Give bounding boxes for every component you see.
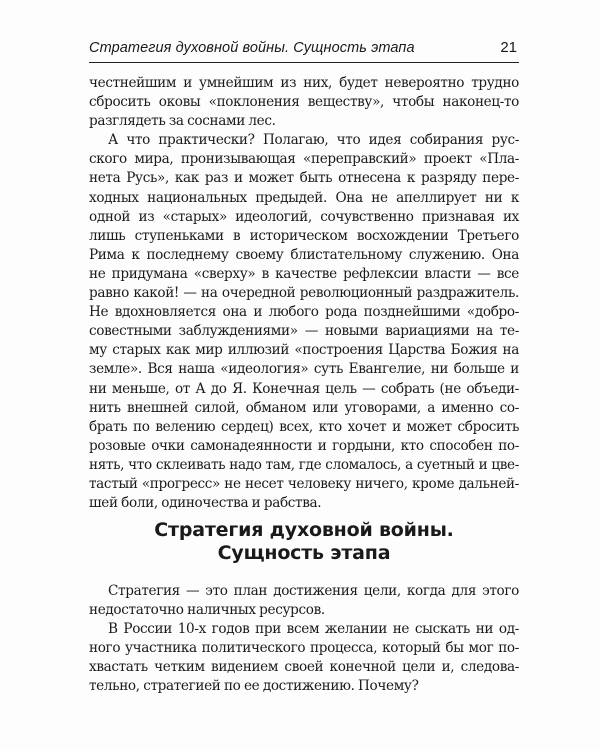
text-line: брать по велению сердец) всех, кто хочет и может сбросить xyxy=(89,418,519,435)
text-line: Не вдохновляется она и любого рода позднейшими «добро- xyxy=(89,304,519,321)
text-line: не придумана «сверху» в качестве рефлексии власти — все xyxy=(89,265,519,282)
text-line: ни меньше, от А до Я. Конечная цель — собрать (не объеди- xyxy=(89,380,519,397)
text-line: Рима к последнему своему блистательному служению. Она xyxy=(89,246,519,263)
text-line: равно какой! — на очередной революционный раздражитель. xyxy=(89,285,519,302)
running-header xyxy=(89,36,519,63)
body-text-bottom xyxy=(89,582,519,697)
text-line: шей боли, одиночества и рабства. xyxy=(89,495,322,512)
text-line: му старых как мир иллюзий «построения Царства Божия на xyxy=(89,342,519,359)
section-heading-line: Стратегия духовной войны. xyxy=(154,519,454,541)
text-line: хвастать четким видением своей конечной цели и, следова- xyxy=(89,659,519,676)
text-line: одной из «старых» идеологий, сочувственно признавая их xyxy=(89,208,519,225)
text-line: В России 10-х годов при всем желании не сыскать ни од- xyxy=(108,621,519,638)
text-line: нить внешней силой, обманом или уговорами, а именно со- xyxy=(89,399,519,416)
text-line: земле». Вся наша «идеология» суть Евангелие, ни больше и xyxy=(89,361,519,378)
text-line: лишь ступеньками в историческом восхождении Третьего xyxy=(89,227,519,244)
section-heading xyxy=(89,519,519,565)
text-line: тастый «прогресс» не несет человеку ничего, кроме дальней- xyxy=(89,475,519,492)
body-text-top xyxy=(89,74,519,513)
text-line: честнейшим и умнейшим из них, будет невероятно трудно xyxy=(89,75,519,91)
running-title: Стратегия духовной войны. Сущность этапа xyxy=(89,40,415,56)
text-line: разглядеть за соснами лес. xyxy=(89,113,276,130)
text-line: ходных национальных предыдей. Она не апеллирует ни к xyxy=(89,189,519,206)
text-line: нета Русь», как раз и может быть отнесена к разряду пере- xyxy=(89,170,519,187)
text-line: ного участника политического процесса, который бы мог по- xyxy=(89,640,519,657)
text-line: недостаточно наличных ресурсов. xyxy=(89,602,325,619)
text-line: Стратегия — это план достижения цели, когда для этого xyxy=(108,583,519,599)
text-line: совестными заблуждениями» — новыми вариациями на те- xyxy=(89,323,519,340)
section-heading-line: Сущность этапа xyxy=(217,542,391,564)
text-line: тельно, стратегией по ее достижению. Почему? xyxy=(89,678,419,695)
text-line: розовые очки самонадеянности и гордыни, кто способен по- xyxy=(89,437,519,454)
page-number: 21 xyxy=(500,39,517,56)
text-line: нять, что склеивать надо там, где сломалось, а суетный и цве- xyxy=(89,456,519,473)
text-line: А что практически? Полагаю, что идея собирания рус- xyxy=(108,132,519,149)
text-line: сбросить оковы «поклонения веществу», чтобы наконец-то xyxy=(89,94,519,111)
text-line: ского мира, пронизывающая «переправский» проект «Пла- xyxy=(89,151,519,168)
